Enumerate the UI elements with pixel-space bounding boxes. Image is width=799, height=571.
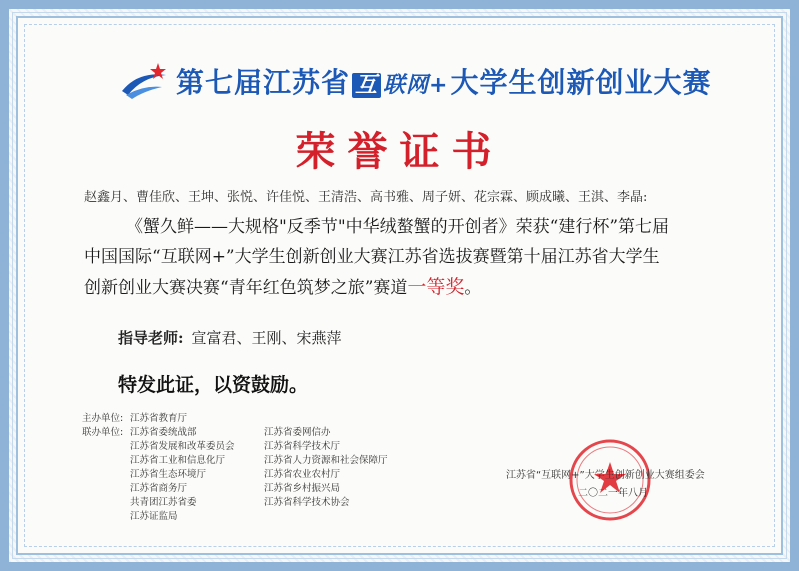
issuer-name: 江苏省“互联网+”大学生创新创业大赛组委会 <box>506 470 705 481</box>
co-host-unit: 江苏省乡村振兴局 <box>264 483 341 494</box>
recipient-names: 赵鑫月、曹佳欣、王坤、张悦、许佳悦、王清浩、高书雅、周子妍、花宗霖、顾成曦、王淇、李晶: <box>84 190 648 205</box>
host-unit: 江苏省教育厅 <box>130 413 188 424</box>
award-paragraph <box>84 212 724 303</box>
award-line-3 <box>84 272 724 303</box>
swoosh-star-logo-icon <box>118 61 170 101</box>
certificate-title: 荣誉证书 <box>295 128 504 175</box>
co-host-unit: 江苏省委统战部 <box>130 427 197 438</box>
internet-plus-brand <box>352 68 448 99</box>
issuer-block <box>500 440 760 520</box>
co-host-unit: 江苏省科学技术协会 <box>264 497 350 508</box>
brand-text: 联网+ <box>383 73 449 98</box>
co-host-unit: 江苏省生态环境厅 <box>130 469 207 480</box>
organizers-block <box>82 412 388 522</box>
host-label: 主办单位: <box>82 413 124 424</box>
co-host-unit: 江苏省工业和信息化厅 <box>130 455 226 466</box>
award-line-2: 中国国际“互联网+”大学生创新创业大赛江苏省选拔赛暨第十届江苏省大学生 <box>84 247 660 267</box>
award-line-3-text: 创新创业大赛决赛“青年红色筑梦之旅”赛道 <box>84 278 408 298</box>
header-title <box>176 61 711 101</box>
co-host-unit: 江苏省科学技术厅 <box>264 441 341 452</box>
issue-date: 二〇二一年八月 <box>578 488 648 499</box>
co-host-unit: 江苏省人力资源和社会保障厅 <box>264 455 388 466</box>
advisors-value: 宣富君、王刚、宋燕萍 <box>191 329 342 347</box>
brand-box: 互 <box>352 73 381 98</box>
co-host-column-b <box>264 426 388 510</box>
co-host-unit: 共青团江苏省委 <box>130 497 197 508</box>
co-host-unit: 江苏证监局 <box>130 511 178 522</box>
co-host-unit: 江苏省委网信办 <box>264 427 331 438</box>
award-line-1: 《蟹久鲜——大规格"反季节"中华绒螯蟹的开创者》荣获“建行杯”第七届 <box>126 217 670 237</box>
closing-statement: 特发此证，以资鼓励。 <box>118 374 309 396</box>
prize-level: 一等奖 <box>407 276 465 298</box>
award-line-3-end: 。 <box>464 278 482 298</box>
co-host-column-a <box>130 426 235 524</box>
co-host-unit: 江苏省农业农村厅 <box>264 469 341 480</box>
co-host-label: 联办单位: <box>82 427 124 438</box>
host-row <box>82 412 187 426</box>
advisors <box>118 327 342 348</box>
competition-header <box>118 58 718 104</box>
co-host-unit: 江苏省发展和改革委员会 <box>130 441 235 452</box>
co-host-unit: 江苏省商务厅 <box>130 483 188 494</box>
header-title-prefix: 第七届江苏省 <box>176 66 351 99</box>
advisors-label: 指导老师: <box>118 329 184 347</box>
header-title-suffix: 大学生创新创业大赛 <box>450 66 712 99</box>
